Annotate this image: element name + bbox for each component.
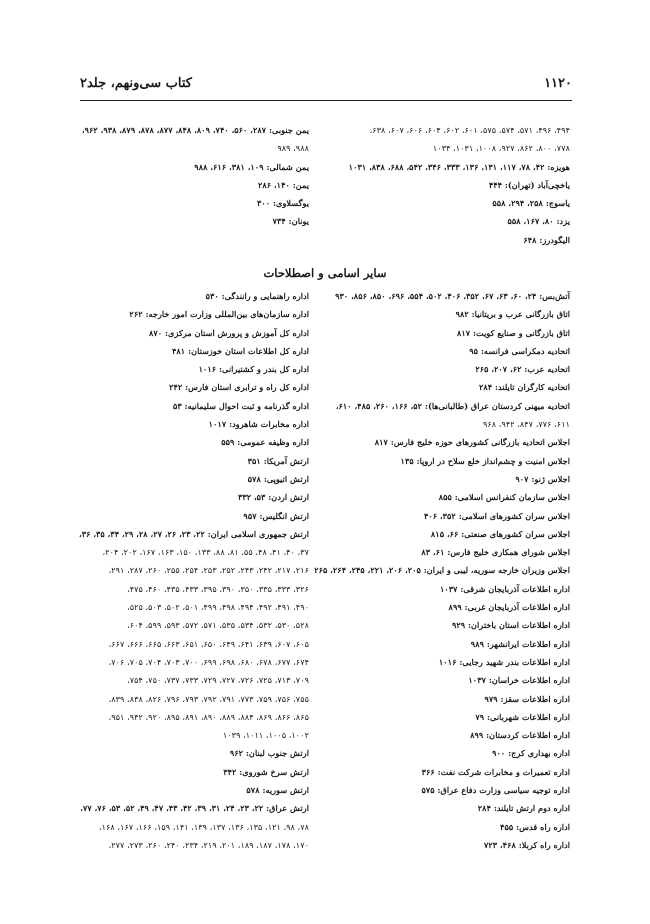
index-line: اداره تعمیرات و مخابرات شرکت نفت: ۳۶۶ [421, 766, 570, 777]
index-line: اتحادیه میهنی کردستان عراق (طالبانی‌ها): ۵۲، ۱۶۶، ۲۶۰، ۴۸۵، ۶۱۰، [335, 400, 570, 411]
index-line: ارتش آمریکا: ۳۵۱ [247, 455, 309, 466]
index-line: یزد: ۸۰، ۱۶۷، ۵۵۸ [507, 216, 570, 227]
index-line: ۳۲۶، ۳۳۳، ۳۳۵، ۳۵۰، ۳۹۰، ۳۹۵، ۴۳۳، ۴۳۵، ۴۶۰، ۴۷۵، [127, 583, 309, 594]
page-number: ۱۱۲۰ [544, 76, 572, 91]
index-line: اجلاس اتحادیه بازرگانی کشورهای حوزه خلیج فارس: ۸۱۷ [374, 437, 570, 448]
index-line: اجلاس سازمان کنفرانس اسلامی: ۸۵۵ [438, 492, 570, 503]
index-line: ۷۰۹، ۷۱۳، ۷۲۵، ۷۲۶، ۷۲۷، ۷۲۹، ۷۳۳، ۷۳۷، ۷۵۰، ۷۵۴، [127, 675, 309, 686]
index-line: آتش‌بس: ۲۴، ۶۰، ۶۳، ۶۷، ۳۵۲، ۴۰۶، ۵۰۲، ۵۵۴، ۶۹۶، ۸۵۰، ۸۵۶، ۹۳۰ [335, 291, 570, 301]
index-line: اداره گذرنامه و ثبت احوال سلیمانیه: ۵۳ [173, 400, 309, 411]
index-line: ۸۶۵، ۸۶۶، ۸۶۹، ۸۸۴، ۸۸۹، ۸۹۰، ۸۹۱، ۸۹۵، ۹۲۰، ۹۴۲، ۹۵۱، [108, 711, 309, 722]
index-line: اداره اطلاعات آذربایجان شرقی: ۱۰۳۷ [439, 583, 570, 594]
index-line: ۵۲۸، ۵۳۰، ۵۳۲، ۵۳۴، ۵۳۵، ۵۷۱، ۵۷۲، ۵۹۳، ۵۹۹، ۶۰۴، [127, 620, 309, 631]
index-line: اتحادیه عرب: ۶۲، ۲۰۷، ۲۶۵ [475, 364, 570, 375]
index-line: اداره کل بندر و کشتیرانی: ۱۰۱۶ [198, 364, 309, 375]
index-line: یاسوج: ۲۵۸، ۲۹۴، ۵۵۸ [492, 198, 570, 209]
index-line: ۷۸، ۹۸، ۱۲۱، ۱۳۵، ۱۳۶، ۱۳۷، ۱۳۹، ۱۴۱، ۱۵۹، ۱۶۶، ۱۶۷، ۱۶۸، [98, 821, 309, 832]
index-line: اداره اطلاعات استان باختران: ۹۲۹ [451, 620, 570, 631]
index-line: اتاق بازرگانی عرب و بریتانیا: ۹۸۲ [455, 309, 570, 320]
index-line: یونان: ۷۳۴ [272, 216, 309, 227]
index-line: اداره وظیفه عمومی: ۵۵۹ [221, 437, 309, 448]
index-line: اداره راهنمایی و رانندگی: ۵۳۰ [205, 291, 309, 301]
index-line: اداره مخابرات شاهرود: ۱۰۱۷ [208, 419, 309, 430]
index-line: اداره اطلاعات شهربانی: ۷۹ [475, 711, 570, 722]
index-line: ۱۰۰۲، ۱۰۰۵، ۱۰۱۱، ۱۰۳۹ [222, 730, 309, 741]
index-line: اداره کل راه و ترابری استان فارس: ۲۴۲ [169, 382, 309, 393]
index-line: ۹۸۸، ۹۸۹ [277, 143, 309, 154]
index-line: اداره راه کربلا: ۴۶۸، ۷۲۳ [483, 839, 570, 850]
index-line: اداره اطلاعات خراسان: ۱۰۳۷ [468, 675, 570, 686]
index-line: ۴۹۴، ۴۹۶، ۵۷۱، ۵۷۴، ۵۷۵، ۶۰۱، ۶۰۲، ۶۰۴، ۶۰۶، ۶۰۷، ۶۳۸، [369, 125, 570, 135]
index-line: ارتش عراق: ۲۲، ۲۳، ۲۴، ۳۱، ۳۹، ۴۲، ۴۳، ۴۷، ۴۹، ۵۲، ۵۳، ۷۶، ۷۷، [80, 803, 309, 814]
index-line: اداره راه قدس: ۴۵۵ [500, 821, 570, 832]
index-line: هویزه: ۴۲، ۷۸، ۱۱۷، ۱۳۱، ۱۳۶، ۳۳۳، ۳۴۶، ۵۴۲، ۶۸۸، ۸۳۸، ۱۰۳۱ [348, 161, 570, 172]
index-line: ارتش انگلیس: ۹۵۷ [243, 510, 309, 521]
index-line: اتاق بازرگانی و صنایع کویت: ۸۱۷ [456, 327, 570, 338]
index-line: اداره اطلاعات کردستان: ۸۹۹ [470, 730, 570, 741]
index-line: اتحادیه کارگران تایلند: ۲۸۴ [478, 382, 570, 393]
index-line: اداره کل آموزش و پرورش استان مرکزی: ۸۷۰ [148, 327, 309, 338]
index-line: اجلاس ژنو: ۹۰۷ [515, 473, 570, 484]
index-line: ۶۷۴، ۶۷۷، ۶۷۸، ۶۸۰، ۶۹۸، ۶۹۹، ۷۰۰، ۷۰۳، ۷۰۴، ۷۰۵، ۷۰۶، [108, 656, 309, 667]
index-line: ارتش جمهوری اسلامی ایران: ۲۲، ۲۳، ۲۶، ۲۷، ۲۸، ۲۹، ۳۴، ۳۵، ۳۶، [79, 528, 309, 539]
index-line: ارتش سرخ شوروی: ۳۴۲ [223, 766, 309, 777]
index-line: یمن: ۱۴۰، ۲۸۶ [257, 179, 309, 190]
index-line: اداره بهداری کرج: ۹۰۰ [492, 748, 570, 759]
index-line: ارتش سوریه: ۵۷۸ [246, 785, 309, 796]
index-line: ۴۹۰، ۴۹۱، ۴۹۲، ۴۹۴، ۴۹۸، ۴۹۹، ۵۰۱، ۵۰۲، ۵۰۳، ۵۲۵، [127, 602, 309, 613]
index-line: اجلاس شورای همکاری خلیج فارس: ۶۱، ۸۳ [421, 547, 570, 558]
index-line: اداره سازمان‌های بین‌المللی وزارت امور خارجه: ۲۶۲ [129, 309, 309, 320]
top-right-column [325, 121, 570, 249]
index-right-column [314, 287, 570, 854]
header-rule [80, 100, 572, 101]
index-line: اداره کل اطلاعات استان خوزستان: ۴۸۱ [172, 345, 309, 356]
index-left-column [79, 287, 309, 854]
index-line: اداره اطلاعات آذربایجان غربی: ۸۹۹ [448, 602, 570, 613]
index-line: اجلاس وزیران خارجه سوریه، لیبی و ایران: ۲۰۵، ۲۰۶، ۲۲۱، ۲۴۵، ۲۶۴، ۲۶۵ [314, 565, 570, 576]
index-line: ۷۵۵، ۷۵۶، ۷۵۹، ۷۷۳، ۷۹۱، ۷۹۲، ۷۹۳، ۷۹۶، ۸۲۶، ۸۳۸، ۸۳۹، [108, 693, 309, 704]
index-line: الیگودرز: ۶۴۸ [523, 234, 570, 245]
index-line: یمن شمالی: ۱۰۹، ۳۸۱، ۶۱۶، ۹۸۸ [194, 161, 309, 172]
index-line: اداره توجیه سیاسی وزارت دفاع عراق: ۵۷۵ [421, 785, 570, 796]
index-line: اداره اطلاعات سقز: ۹۷۹ [484, 693, 570, 704]
index-line: اجلاس امنیت و چشم‌انداز خلع سلاح در اروپا: ۱۳۵ [400, 455, 570, 466]
index-line: ۲۱۶، ۲۱۷، ۲۴۲، ۲۴۳، ۲۵۲، ۲۵۳، ۲۵۴، ۲۵۵، ۲۶۰، ۲۸۷، ۲۹۱، [108, 565, 309, 576]
index-line: اتحادیه دمکراسی فرانسه: ۹۵ [469, 345, 570, 356]
section-title: سایر اسامی و اصطلاحات [263, 266, 387, 280]
index-line: یمن جنوبی: ۲۸۷، ۵۶۰، ۷۴۰، ۸۰۹، ۸۴۸، ۸۷۷، ۸۷۸، ۸۷۹، ۹۳۸، ۹۶۲، [81, 125, 309, 135]
index-line: ۶۱۱، ۷۷۶، ۸۴۷، ۹۴۲، ۹۶۸ [482, 419, 570, 430]
index-line: ارتش اتیوپی: ۵۷۸ [247, 473, 309, 484]
index-line: اداره اطلاعات ایرانشهر: ۹۸۹ [470, 638, 570, 649]
index-line: ۱۷۰، ۱۷۸، ۱۸۷، ۱۸۹، ۲۰۱، ۲۱۹، ۲۳۴، ۲۴۰، ۲۶۰، ۲۷۳، ۲۷۷، [108, 839, 309, 850]
index-line: ۶۰۵، ۶۰۷، ۶۳۹، ۶۴۱، ۶۴۹، ۶۵۰، ۶۵۱، ۶۶۳، ۶۶۵، ۶۶۶، ۶۶۷، [108, 638, 309, 649]
top-left-column [79, 121, 309, 231]
index-line: اداره اطلاعات بندر شهید رجایی: ۱۰۱۶ [438, 656, 570, 667]
index-line: ۳۷، ۴۰، ۴۱، ۴۸، ۵۵، ۸۱، ۸۸، ۱۳۳، ۱۵۰، ۱۶۳، ۱۶۷، ۲۰۲، ۲۰۴، [102, 547, 309, 558]
index-line: ارتش اردن: ۵۳، ۳۳۲ [237, 492, 309, 503]
index-line: اداره دوم ارتش تایلند: ۲۸۴ [477, 803, 570, 814]
index-line: اجلاس سران کشورهای صنعتی: ۶۶، ۸۱۵ [430, 528, 570, 539]
index-line: یوگسلاوی: ۳۰۰ [256, 198, 309, 209]
running-title: کتاب سی‌ونهم، جلد۲ [80, 76, 192, 91]
index-line: ۷۷۸، ۸۰۰، ۸۶۲، ۹۲۷، ۱۰۰۸، ۱۰۳۱، ۱۰۳۴ [432, 143, 570, 154]
index-line: اجلاس سران کشورهای اسلامی: ۳۵۲، ۴۰۶ [423, 510, 570, 521]
index-line: یاخچی‌آباد (تهران): ۴۴۴ [488, 179, 570, 190]
index-line: ارتش جنوب لبنان: ۹۶۲ [229, 748, 309, 759]
